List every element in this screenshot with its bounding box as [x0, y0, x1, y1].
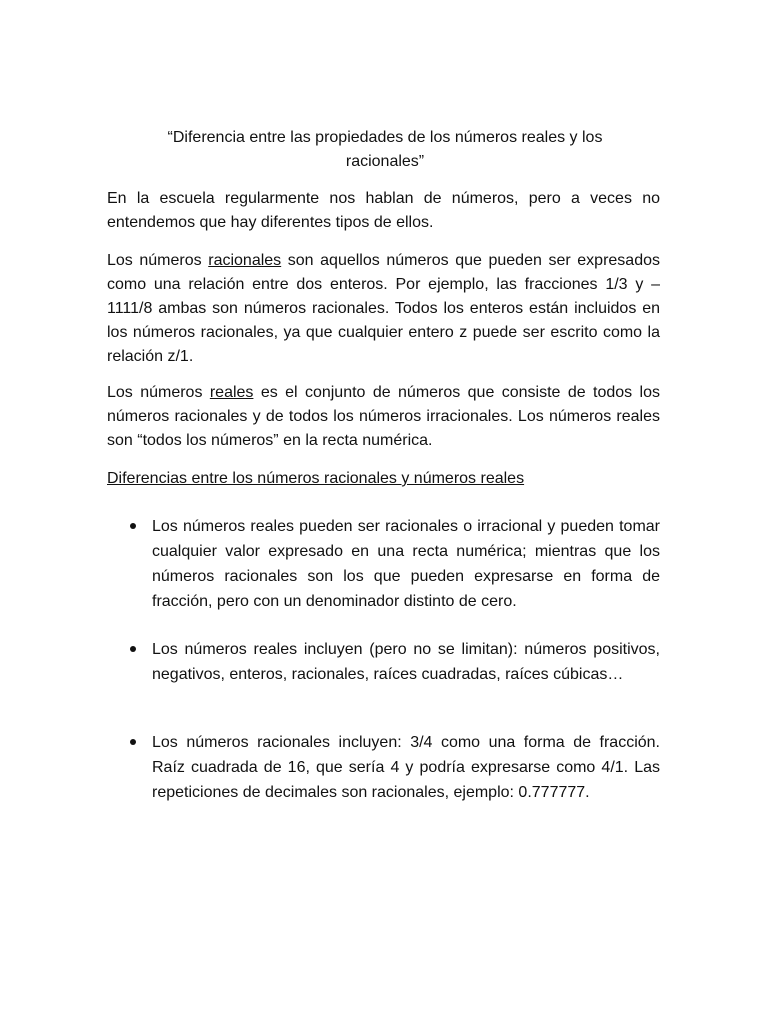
- intro-paragraph: En la escuela regularmente nos hablan de números, pero a veces no entendemos que hay diferentes tipos de ellos.: [107, 190, 660, 231]
- list-item: [152, 514, 660, 614]
- racionales-paragraph: [107, 249, 660, 369]
- list-item: [152, 730, 660, 805]
- document-title: “Diferencia entre las propiedades de los números reales y los racionales”: [167, 129, 603, 170]
- list-item: [152, 637, 660, 687]
- list-item-text: Los números racionales incluyen: 3/4 como una forma de fracción. Raíz cuadrada de 16, que sería 4 y podría expresarse como 4/1. Las repeticiones de decimales son racionales, ejemplo: 0.777777.: [152, 734, 660, 801]
- racionales-lead-text: Los números: [107, 252, 209, 269]
- reales-lead-text: Los números: [107, 384, 210, 401]
- list-item-text: Los números reales pueden ser racionales o irracional y pueden tomar cualquier valor expresado en una recta numérica; mientras que los números racionales son los que pueden expresarse en forma de fracción, pero con un denominador distinto de cero.: [152, 518, 660, 610]
- racionales-body-text: son aquellos números que pueden ser expresados como una relación entre dos enteros. Por ejemplo, las fracciones 1/3 y –1111/8 ambas son números racionales. Todos los enteros están incluidos en los números racionales, ya que cualquier entero z puede ser escrito como la relación z/1.: [107, 252, 661, 365]
- differences-heading: Diferencias entre los números racionales y números reales: [107, 470, 525, 487]
- reales-term: reales: [209, 384, 254, 401]
- reales-paragraph: [107, 381, 660, 453]
- reales-body-text: es el conjunto de números que consiste de todos los números racionales y de todos los números irracionales. Los números reales son “todos los números” en la recta numérica.: [107, 384, 661, 449]
- list-item-text: Los números reales incluyen (pero no se limitan): números positivos, negativos, enteros, racionales, raíces cuadradas, raíces cúbicas…: [152, 641, 660, 683]
- bullet-icon: [130, 523, 136, 529]
- racionales-term: racionales: [208, 252, 282, 269]
- bullet-icon: [130, 739, 136, 745]
- bullet-icon: [130, 646, 136, 652]
